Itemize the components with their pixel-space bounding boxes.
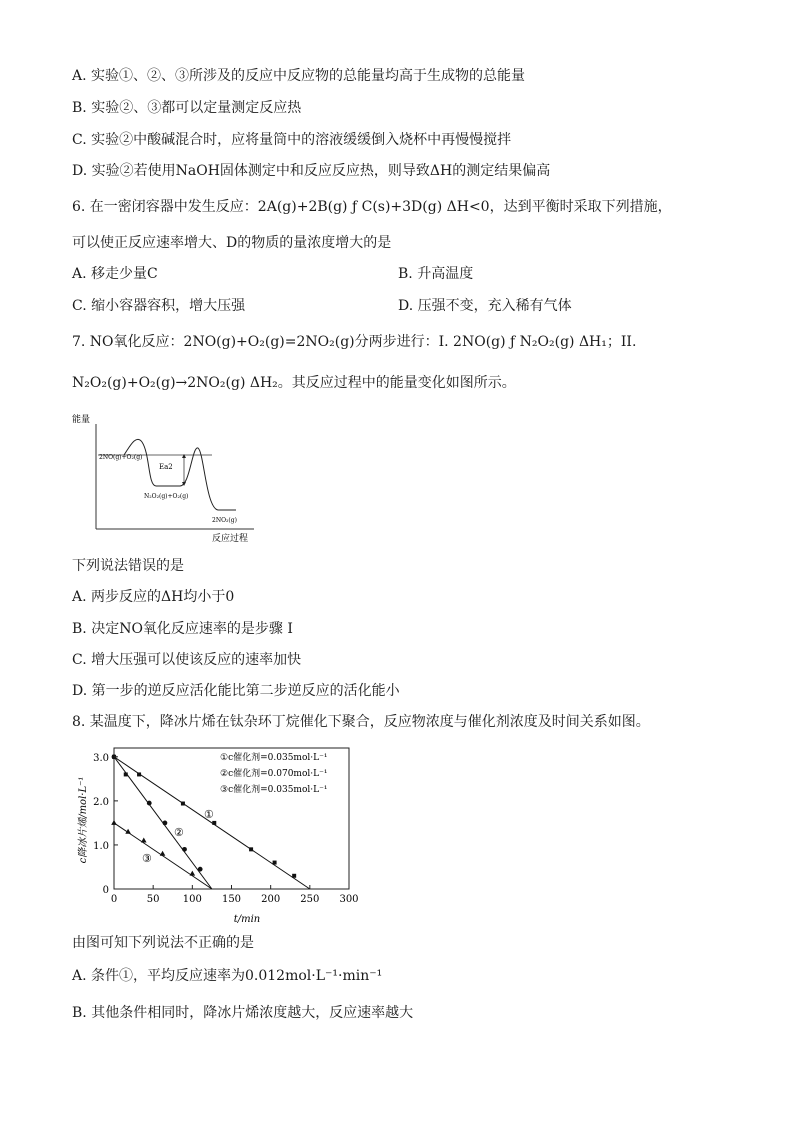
q7-option-b: B. 决定NO氧化反应速率的是步骤 I xyxy=(72,621,293,637)
legend-entry-1: ①c催化剂=0.035mol·L⁻¹ xyxy=(220,753,328,763)
y-tick-label: 3.0 xyxy=(93,752,109,764)
y-tick-label: 1.0 xyxy=(93,840,109,852)
x-axis-title: t/min xyxy=(233,914,261,925)
series-3-point xyxy=(111,820,117,825)
legend-entry-3: ③c催化剂=0.035mol·L⁻¹ xyxy=(220,785,328,795)
q7-prompt: 下列说法错误的是 xyxy=(72,558,184,574)
x-tick-label: 200 xyxy=(261,894,281,905)
concentration-time-chart xyxy=(72,740,372,925)
q6-stem-line2: 可以使正反应速率增大、D的物质的量浓度增大的是 xyxy=(72,235,392,251)
q6-option-c: C. 缩小容器容积，增大压强 xyxy=(72,298,246,314)
intermediate-level-label: N₂O₂(g)+O₂(g) xyxy=(144,493,189,500)
q8-option-b: B. 其他条件相同时，降冰片烯浓度越大，反应速率越大 xyxy=(72,1005,414,1021)
x-tick-label: 300 xyxy=(339,894,359,905)
q6-option-a: A. 移走少量C xyxy=(72,266,158,282)
q5-option-a: A. 实验①、②、③所涉及的反应中反应物的总能量均高于生成物的总能量 xyxy=(72,68,526,84)
series-1-point xyxy=(249,847,253,851)
energy-profile-diagram xyxy=(72,408,262,548)
series-3-point xyxy=(160,851,166,856)
series-2-point xyxy=(182,847,187,852)
energy-axis-label: 能量 xyxy=(72,415,91,425)
series-2-point xyxy=(163,821,168,826)
x-tick-label: 150 xyxy=(221,894,242,905)
series-2-label: ② xyxy=(174,826,184,839)
x-tick-label: 100 xyxy=(182,894,202,905)
y-tick-label: 0 xyxy=(102,885,109,896)
series-1-point xyxy=(212,821,216,825)
y-tick-label: 2.0 xyxy=(93,796,109,808)
x-tick-label: 0 xyxy=(110,894,118,905)
series-1-point xyxy=(137,772,141,776)
series-3-label: ③ xyxy=(142,852,152,865)
legend-entry-2: ②c催化剂=0.070mol·L⁻¹ xyxy=(220,769,328,779)
q6-stem-line1: 6. 在一密闭容器中发生反应：2A(g)+2B(g) ƒ C(s)+3D(g) ΔH<0，达到平衡时采取下列措施， xyxy=(72,199,672,215)
reaction-progress-label: 反应过程 xyxy=(212,534,249,544)
q7-option-d: D. 第一步的逆反应活化能比第二步逆反应的活化能小 xyxy=(72,683,400,699)
series-2-point xyxy=(147,801,152,806)
series-1-point xyxy=(292,874,296,878)
series-3-point xyxy=(190,871,196,876)
series-1-point xyxy=(181,802,185,806)
series-1-label: ① xyxy=(204,808,214,821)
q5-option-d: D. 实验②若使用NaOH固体测定中和反应反应热，则导致ΔH的测定结果偏高 xyxy=(72,163,551,179)
product-level-label: 2NO₂(g) xyxy=(212,517,237,524)
q7-stem-line2: N₂O₂(g)+O₂(g)→2NO₂(g) ΔH₂。其反应过程中的能量变化如图所示。 xyxy=(72,375,516,391)
x-tick-label: 50 xyxy=(146,894,160,905)
q8-stem: 8. 某温度下，降冰片烯在钛杂环丁烷催化下聚合，反应物浓度与催化剂浓度及时间关系如图。 xyxy=(72,714,650,730)
series-1-point xyxy=(273,861,277,865)
series-3-point xyxy=(141,838,147,843)
q6-option-d: D. 压强不变，充入稀有气体 xyxy=(398,298,572,314)
q6-option-b: B. 升高温度 xyxy=(398,266,474,282)
q7-option-a: A. 两步反应的ΔH均小于0 xyxy=(72,589,235,605)
series-2-point xyxy=(198,867,203,872)
reactant-level-label: 2NO(g)+O₂(g) xyxy=(99,454,143,461)
q5-option-c: C. 实验②中酸碱混合时，应将量筒中的溶液缓缓倒入烧杯中再慢慢搅拌 xyxy=(72,132,512,148)
q7-option-c: C. 增大压强可以使该反应的速率加快 xyxy=(72,652,302,668)
x-tick-label: 250 xyxy=(300,894,320,905)
q5-option-b: B. 实验②、③都可以定量测定反应热 xyxy=(72,100,302,116)
q8-prompt: 由图可知下列说法不正确的是 xyxy=(72,935,254,951)
q8-option-a: A. 条件①，平均反应速率为0.012mol·L⁻¹·min⁻¹ xyxy=(72,968,383,984)
q7-stem-line1: 7. NO氧化反应：2NO(g)+O₂(g)=2NO₂(g)分两步进行：I. 2NO(g) ƒ N₂O₂(g) ΔH₁；II. xyxy=(72,334,637,350)
y-axis-title: c降冰片烯/mol·L⁻¹ xyxy=(78,776,89,864)
series-1-point xyxy=(124,772,128,776)
ea2-label: Ea2 xyxy=(159,463,173,471)
